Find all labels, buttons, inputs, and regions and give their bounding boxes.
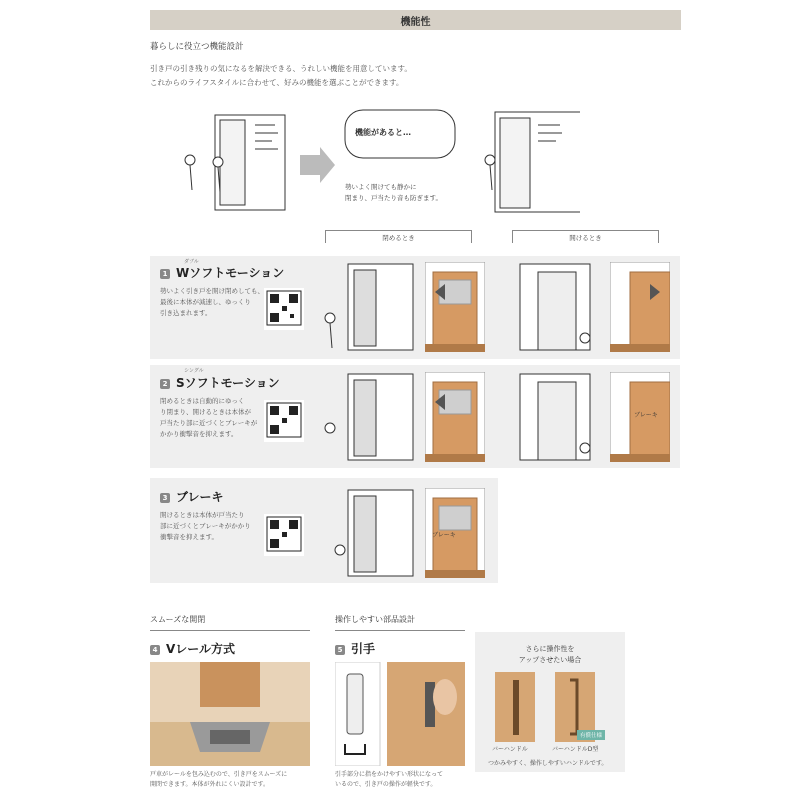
feature-3-title-row <box>160 488 224 505</box>
feature-1-illustration-open <box>500 258 600 356</box>
vrail-desc-line: 戸車がレールを包み込むので、引き戸をスムーズに <box>150 771 288 778</box>
label-open: 開けるとき <box>569 234 602 242</box>
handle-desc <box>335 770 443 790</box>
feature-1-qr-code[interactable] <box>264 288 304 330</box>
feature-3-qr-code[interactable] <box>264 514 304 556</box>
vrail-photo <box>150 662 310 766</box>
brake-tag: ブレーキ <box>634 412 658 419</box>
feature-3-desc-line: 部に近づくとブレーキがかかり <box>160 522 251 530</box>
feature-3-desc <box>160 510 251 543</box>
feature-2-door-photo-close <box>425 372 485 462</box>
feature-1-ruby: ダブル <box>184 259 199 265</box>
feature-3-title: ブレーキ <box>176 490 224 504</box>
vrail-title: Vレール方式 <box>166 642 236 656</box>
handle-photos <box>335 662 465 766</box>
qr-code-icon <box>264 288 304 330</box>
option-label-bar: バーハンドル <box>492 746 528 753</box>
feature-2-illustration <box>318 368 418 466</box>
option-title-line: アップさせたい場合 <box>518 656 582 664</box>
feature-3-illustration <box>318 480 418 578</box>
handle-heading: 操作しやすい部品設計 <box>335 615 415 624</box>
feature-1-door-photo-close <box>425 262 485 352</box>
feature-3-number: 3 <box>160 493 170 503</box>
feature-2-number: 2 <box>160 379 170 389</box>
intro-line-1: 引き戸の引き残りの気になるを解決できる、うれしい機能を用意しています。 <box>150 64 412 73</box>
handle-title-row <box>335 640 375 657</box>
illustration-caption-2: 閉まり、戸当たり音も防ぎます。 <box>345 194 442 202</box>
qr-code-icon <box>264 514 304 556</box>
feature-1-title-row <box>160 264 284 281</box>
smooth-heading: スムーズな開閉 <box>150 615 206 624</box>
arrow-right-icon <box>300 147 335 183</box>
option-title-line: さらに操作性を <box>525 645 575 653</box>
feature-2-desc-line: 閉めるときは自動的にゆっく <box>160 397 245 405</box>
feature-1-desc <box>160 286 264 319</box>
section-title: 機能性 <box>400 17 431 28</box>
handle-title: 引手 <box>351 642 376 656</box>
option-label-bar-d: バーハンドルD型 <box>552 746 599 753</box>
door-after-illustration <box>485 112 580 212</box>
feature-2-desc-line: り閉まり、開けるときは本体が <box>160 408 251 416</box>
feature-2-qr-code[interactable] <box>264 400 304 442</box>
handle-number: 5 <box>335 645 345 655</box>
feature-2-title-row <box>160 374 280 391</box>
divider <box>335 630 465 631</box>
feature-3-desc-line: 衝撃音を抑えます。 <box>160 533 218 541</box>
option-title <box>475 644 625 666</box>
feature-2-illustration-open <box>500 368 600 466</box>
feature-1-title: Wソフトモーション <box>176 266 285 280</box>
feature-2-title: Sソフトモーション <box>176 376 280 390</box>
handle-desc-line: 引手部分に指をかけやすい形状になって <box>335 771 444 778</box>
feature-2-ruby: シングル <box>184 368 204 374</box>
feature-2-desc <box>160 396 257 440</box>
feature-3-desc-line: 開けるときは本体が戸当たり <box>160 511 245 519</box>
door-before-illustration <box>185 115 285 210</box>
illustration-caption-1: 勢いよく開けても静かに <box>345 183 417 191</box>
vrail-desc-line: 開閉できます。本体が外れにくい設計です。 <box>150 781 270 788</box>
label-open-bracket <box>512 230 659 243</box>
intro-illustration <box>160 100 580 240</box>
feature-1-desc-line: 引き込まれます。 <box>160 309 212 317</box>
feature-1-desc-line: 勢いよく引き戸を開け閉めしても、 <box>160 287 264 295</box>
vrail-desc <box>150 770 287 790</box>
vrail-number: 4 <box>150 645 160 655</box>
label-close-bracket <box>325 230 472 243</box>
feature-3-brake-tag: ブレーキ <box>432 532 456 539</box>
divider <box>150 630 310 631</box>
handle-desc-line: いるので、引き戸の操作が軽快です。 <box>335 781 437 788</box>
intro-line-2: これからのライフスタイルに合わせて、好みの機能を選ぶことができます。 <box>150 78 404 87</box>
feature-1-door-photo-open <box>610 262 670 352</box>
section-header <box>150 10 681 30</box>
feature-1-number: 1 <box>160 269 170 279</box>
feature-1-desc-line: 最後に本体が減速し、ゆっくり <box>160 298 251 306</box>
feature-1-illustration <box>318 258 418 356</box>
feature-2-desc-line: かかり衝撃音を抑えます。 <box>160 430 238 438</box>
option-note: つかみやすく、操作しやすいハンドルです。 <box>488 760 608 767</box>
feature-2-desc-line: 戸当たり部に近づくとブレーキが <box>160 419 258 427</box>
qr-code-icon <box>264 400 304 442</box>
vrail-title-row <box>150 640 235 657</box>
bubble-text: 機能があると… <box>355 128 411 137</box>
option-badge: 有償仕様 <box>577 730 605 740</box>
label-close: 閉めるとき <box>382 234 415 242</box>
intro-heading: 暮らしに役立つ機能設計 <box>150 42 244 52</box>
